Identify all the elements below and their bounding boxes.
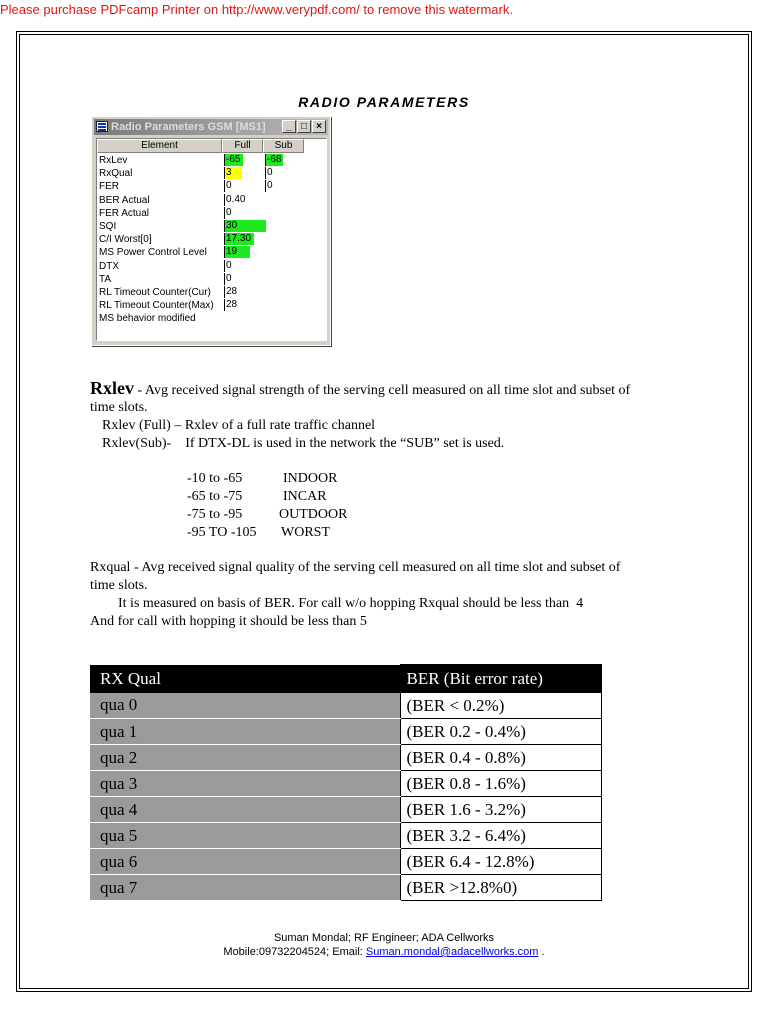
rxqual-definition: Rxqual - Avg received signal quality of the serving cell measured on all time slot and subset of xyxy=(90,560,621,575)
window-titlebar[interactable] xyxy=(94,119,328,135)
row-sub-value xyxy=(265,273,296,285)
range-label: INDOOR xyxy=(283,471,338,486)
window-title: Radio Parameters GSM [MS1] xyxy=(111,121,266,133)
row-element: FER Actual xyxy=(99,207,150,219)
row-full-value: 28 xyxy=(224,286,266,298)
row-sub-value: -68 xyxy=(265,154,297,166)
rxqual-definition-cont: time slots. xyxy=(90,578,148,593)
row-sub-value xyxy=(265,312,296,324)
table-row xyxy=(90,693,602,719)
rx-qual-cell: qua 6 xyxy=(90,849,400,875)
range-label: INCAR xyxy=(283,489,327,504)
ber-cell: (BER 0.4 - 0.8%) xyxy=(400,745,602,771)
row-element: MS behavior modified xyxy=(99,313,196,325)
ber-cell: (BER >12.8%0) xyxy=(400,875,602,901)
rxqual-hopping-note: And for call with hopping it should be less than 5 xyxy=(90,614,367,629)
header-full[interactable]: Full xyxy=(222,139,263,153)
range-value: -75 to -95 xyxy=(187,507,243,522)
row-sub-value xyxy=(265,286,296,298)
header-ber: BER (Bit error rate) xyxy=(400,665,602,693)
row-element: SQI xyxy=(99,221,117,232)
rxlev-definition-cont: time slots. xyxy=(90,400,148,415)
ber-cell: (BER 0.8 - 1.6%) xyxy=(400,771,602,797)
row-sub-value xyxy=(265,207,296,219)
rx-qual-cell: qua 7 xyxy=(90,875,400,901)
close-button[interactable]: × xyxy=(312,120,326,133)
ber-cell: (BER 3.2 - 6.4%) xyxy=(400,823,602,849)
table-row xyxy=(90,771,602,797)
rxlev-full-line: Rxlev (Full) – Rxlev of a full rate traffic channel xyxy=(102,418,376,433)
range-label: OUTDOOR xyxy=(279,507,348,522)
row-full-value: 0.40 xyxy=(224,194,266,206)
rxlev-sub-line: Rxlev(Sub)- If DTX-DL is used in the network the “SUB” set is used. xyxy=(102,436,505,451)
row-full-value: 19 xyxy=(224,246,266,258)
radio-parameters-window[interactable] xyxy=(91,116,331,346)
row-element: FER xyxy=(99,181,119,193)
row-full-value: -65 xyxy=(224,154,266,166)
rx-qual-cell: qua 5 xyxy=(90,823,400,849)
row-sub-value xyxy=(265,260,296,272)
row-element: BER Actual xyxy=(99,194,150,206)
rx-qual-cell: qua 3 xyxy=(90,771,400,797)
header-rx-qual: RX Qual xyxy=(90,665,400,693)
maximize-button[interactable]: □ xyxy=(297,120,311,133)
row-full-value: 0 xyxy=(224,260,266,272)
row-element: MS Power Control Level xyxy=(99,247,207,259)
rxqual-ber-note: It is measured on basis of BER. For call w/o hopping Rxqual should be less than 4 xyxy=(118,596,584,611)
minimize-button[interactable]: _ xyxy=(282,120,296,133)
ber-cell: (BER 1.6 - 3.2%) xyxy=(400,797,602,823)
range-value: -10 to -65 xyxy=(187,471,243,486)
row-element: C/I Worst[0] xyxy=(99,234,152,246)
table-row xyxy=(90,823,602,849)
row-full-value: 30 xyxy=(224,220,266,232)
row-full-value: 0 xyxy=(224,207,266,219)
header-element[interactable]: Element xyxy=(97,139,222,153)
window-app-icon xyxy=(96,121,108,132)
table-row xyxy=(90,875,602,901)
rx-qual-cell: qua 0 xyxy=(90,693,400,719)
ber-cell: (BER < 0.2%) xyxy=(400,693,602,719)
page-title: RADIO PARAMETERS xyxy=(298,94,470,110)
grid-header xyxy=(97,139,304,153)
row-sub-value: 0 xyxy=(265,180,297,192)
row-sub-value xyxy=(265,233,296,245)
rx-qual-cell: qua 1 xyxy=(90,719,400,745)
row-sub-value xyxy=(265,220,296,232)
footer-author: Suman Mondal; RF Engineer; ADA Cellworks xyxy=(273,932,495,944)
row-sub-value xyxy=(265,194,296,206)
table-row xyxy=(90,719,602,745)
row-full-value: 28 xyxy=(224,299,266,311)
range-value: -95 TO -105 xyxy=(187,525,257,540)
table-row xyxy=(90,797,602,823)
row-sub-value: 0 xyxy=(265,167,297,179)
row-element: RL Timeout Counter(Cur) xyxy=(99,287,211,298)
header-sub[interactable]: Sub xyxy=(263,139,304,153)
row-full-value xyxy=(224,312,265,324)
parameters-grid xyxy=(96,138,327,341)
rxlev-definition: Rxlev - Avg received signal strength of the serving cell measured on all time slot and subset of xyxy=(90,378,631,398)
ber-table-header xyxy=(90,665,602,693)
row-element: TA xyxy=(99,273,112,285)
row-full-value: 17.30 xyxy=(224,233,266,245)
rxlev-term: Rxlev xyxy=(90,378,134,398)
row-element: RxQual xyxy=(99,168,133,180)
row-full-value: 0 xyxy=(224,273,266,285)
row-full-value: 3 xyxy=(224,167,266,179)
ber-cell: (BER 6.4 - 12.8%) xyxy=(400,849,602,875)
row-element: RL Timeout Counter(Max) xyxy=(99,300,214,312)
rx-qual-cell: qua 2 xyxy=(90,745,400,771)
row-sub-value xyxy=(265,299,296,311)
range-label: WORST xyxy=(281,525,330,540)
ber-table xyxy=(90,664,602,901)
row-full-value: 0 xyxy=(224,180,266,192)
range-value: -65 to -75 xyxy=(187,489,243,504)
row-sub-value xyxy=(265,246,296,258)
table-row xyxy=(90,745,602,771)
row-element: DTX xyxy=(99,260,119,272)
email-link[interactable]: Suman.mondal@adacellworks.com xyxy=(365,946,539,958)
watermark-text: Please purchase PDFcamp Printer on http://www.verypdf.com/ to remove this watermark. xyxy=(0,2,513,17)
row-element: RxLev xyxy=(99,155,128,166)
ber-cell: (BER 0.2 - 0.4%) xyxy=(400,719,602,745)
footer-contact: Mobile:09732204524; Email: Suman.mondal@adacellworks.com . xyxy=(223,946,545,958)
table-row xyxy=(90,849,602,875)
rx-qual-cell: qua 4 xyxy=(90,797,400,823)
